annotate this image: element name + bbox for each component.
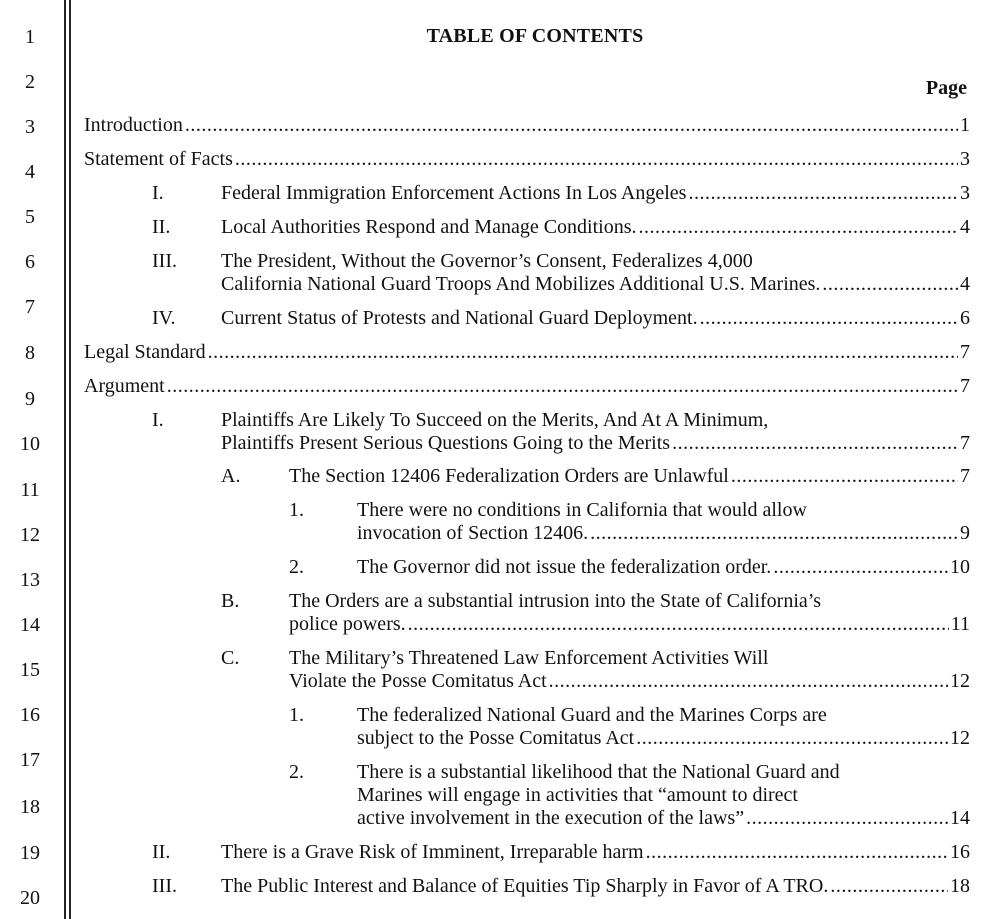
toc-page-number: 3 [960,182,970,204]
dot-leader [185,114,958,137]
toc-entry-number: A. [221,465,241,487]
toc-entry-number: 2. [289,556,304,578]
toc-entry[interactable] [152,875,970,898]
toc-entry-text: active involvement in the execution of the laws” [357,807,745,829]
toc-entry-number: 2. [289,761,304,783]
toc-entry[interactable] [221,647,970,693]
toc-page-number: 4 [960,273,970,295]
toc-entry[interactable] [289,556,970,579]
dot-leader [773,556,948,579]
page-title: TABLE OF CONTENTS [426,25,644,47]
toc-entry[interactable] [289,761,970,830]
toc-page-number: 7 [960,341,970,363]
toc-entry-number: I. [152,182,164,204]
dot-leader [688,182,958,205]
toc-entry-text: There is a Grave Risk of Imminent, Irreparable harm [221,841,644,863]
toc-entry[interactable] [84,148,970,171]
line-number: 17 [20,749,40,771]
toc-entry[interactable] [289,499,970,545]
toc-entry-text: Legal Standard [84,341,206,363]
line-number-column [0,0,60,919]
dot-leader [822,273,958,296]
toc-page-number: 7 [960,375,970,397]
toc-entry-text: Argument [84,375,165,397]
toc-entry-number: II. [152,841,171,863]
toc-entry[interactable] [152,409,970,455]
line-number: 1 [25,26,35,48]
toc-entry-text: There is a substantial likelihood that the National Guard and [357,761,840,783]
toc-page-number: 12 [950,727,970,749]
toc-page-number: 14 [950,807,970,829]
toc-entry-number: III. [152,875,177,897]
toc-entry-number: I. [152,409,164,431]
toc-entry-text: The Military’s Threatened Law Enforcement Activities Will [289,647,769,669]
toc-entry-text: police powers. [289,613,406,635]
toc-page-number: 6 [960,307,970,329]
toc-entry-number: C. [221,647,240,669]
toc-entry-number: II. [152,216,171,238]
line-number: 7 [25,296,35,318]
toc-entry[interactable] [152,250,970,296]
dot-leader [639,216,959,239]
line-number: 16 [20,704,40,726]
toc-page-number: 7 [960,465,970,487]
toc-entry-text: Marines will engage in activities that “amount to direct [357,784,798,806]
toc-entry[interactable] [84,114,970,137]
line-number: 15 [20,659,40,681]
line-number: 6 [25,251,35,273]
toc-entry-text: Local Authorities Respond and Manage Conditions. [221,216,637,238]
dot-leader [590,522,958,545]
line-number: 2 [25,71,35,93]
line-number: 12 [20,524,40,546]
toc-entry[interactable] [221,465,970,488]
toc-entry-text: The Section 12406 Federalization Orders are Unlawful [289,465,729,487]
dot-leader [700,307,958,330]
line-number: 4 [25,161,35,183]
dot-leader [746,807,948,830]
dot-leader [549,670,948,693]
line-number: 10 [20,433,40,455]
toc-page-number: 18 [950,875,970,897]
toc-entry-text: Plaintiffs Present Serious Questions Going to the Merits [221,432,671,454]
toc-entry[interactable] [84,375,970,398]
left-margin-rule [64,0,66,919]
toc-entry-text: Current Status of Protests and National Guard Deployment. [221,307,698,329]
toc-page-number: 16 [950,841,970,863]
toc-entry[interactable] [152,182,970,205]
toc-entry-text: California National Guard Troops And Mobilizes Additional U.S. Marines. [221,273,821,295]
dot-leader [408,613,949,636]
dot-leader [636,727,948,750]
toc-entry-number: IV. [152,307,176,329]
dot-leader [830,875,948,898]
line-number: 5 [25,206,35,228]
dot-leader [208,341,958,364]
toc-entry[interactable] [84,341,970,364]
toc-entry-text: Statement of Facts [84,148,233,170]
toc-entry[interactable] [152,307,970,330]
toc-entry-text: The Orders are a substantial intrusion into the State of California’s [289,590,822,612]
toc-entry-text: The Governor did not issue the federalization order. [357,556,772,578]
dot-leader [646,841,948,864]
toc-entry[interactable] [221,590,970,636]
line-number: 8 [25,342,35,364]
toc-entry-number: 1. [289,704,304,726]
toc-entry[interactable] [152,216,970,239]
toc-entry[interactable] [152,841,970,864]
toc-page-number: 4 [960,216,970,238]
dot-leader [731,465,958,488]
toc-entry-text: The federalized National Guard and the Marines Corps are [357,704,827,726]
toc-entry-text: invocation of Section 12406. [357,522,589,544]
line-number: 14 [20,614,40,636]
line-number: 3 [25,116,35,138]
toc-entry-number: B. [221,590,240,612]
toc-page-number: 12 [950,670,970,692]
toc-page-number: 7 [960,432,970,454]
line-number: 20 [20,887,40,909]
toc-entry-text: There were no conditions in California that would allow [357,499,807,521]
line-number: 9 [25,388,35,410]
line-number: 19 [20,842,40,864]
toc-entry-text: Plaintiffs Are Likely To Succeed on the Merits, And At A Minimum, [221,409,769,431]
line-number: 18 [20,796,40,818]
toc-entry-text: The Public Interest and Balance of Equities Tip Sharply in Favor of A TRO. [221,875,829,897]
toc-page-number: 10 [950,556,970,578]
toc-page-number: 11 [950,613,970,635]
dot-leader [167,375,958,398]
line-number: 11 [20,479,40,501]
toc-entry-text: Federal Immigration Enforcement Actions In Los Angeles [221,182,687,204]
left-margin-rule-inner [69,0,71,919]
toc-page-number: 9 [960,522,970,544]
dot-leader [235,148,958,171]
dot-leader [672,432,958,455]
toc-entry[interactable] [289,704,970,750]
toc-entry-text: subject to the Posse Comitatus Act [357,727,635,749]
toc-entry-number: 1. [289,499,304,521]
page-column-header: Page [925,77,967,99]
toc-entry-text: Introduction [84,114,183,136]
toc-page-number: 3 [960,148,970,170]
toc-entry-text: The President, Without the Governor’s Consent, Federalizes 4,000 [221,250,753,272]
line-number: 13 [20,569,40,591]
toc-page-number: 1 [960,114,970,136]
toc-entry-text: Violate the Posse Comitatus Act [289,670,547,692]
toc-entry-number: III. [152,250,177,272]
